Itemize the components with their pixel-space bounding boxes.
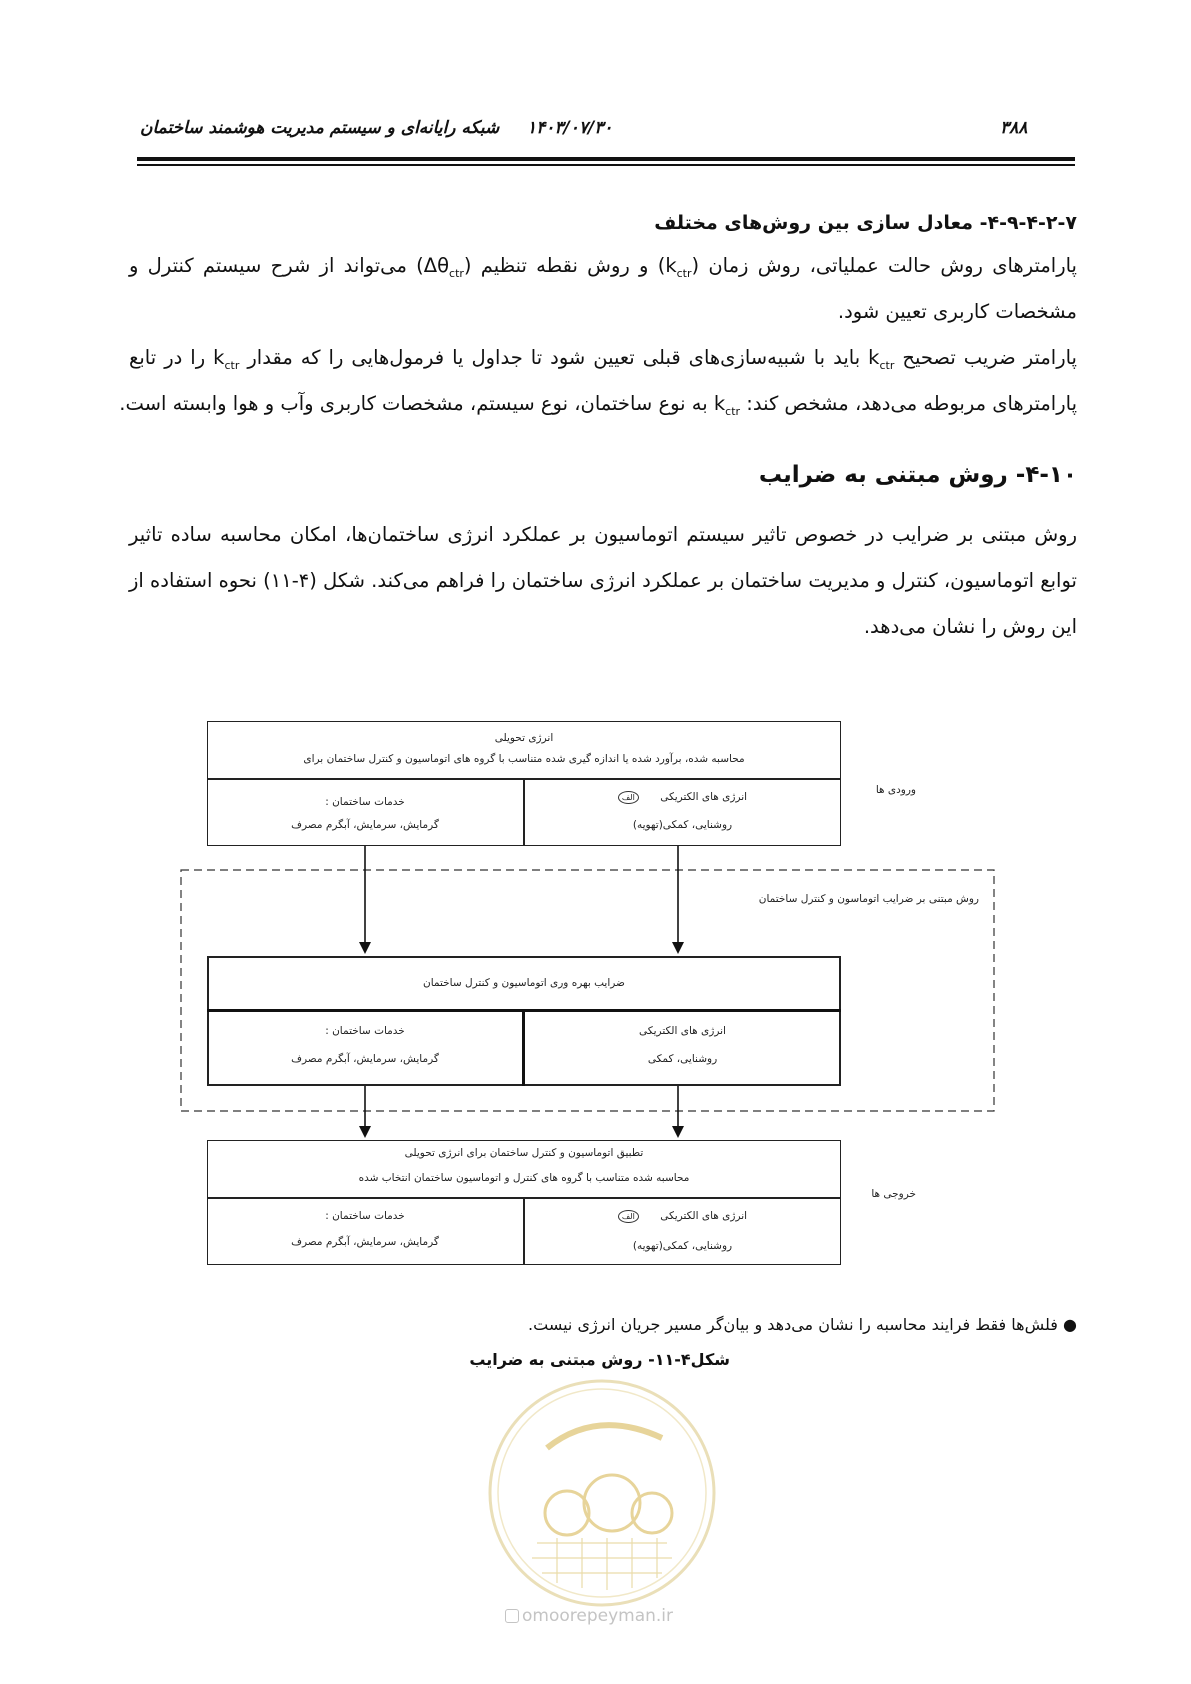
output-electric-title: انرژی های الکتریکی الف (524, 1210, 841, 1223)
badge-icon: الف (618, 791, 639, 804)
header-title: شبکه رایانه‌ای و سیستم مدیریت هوشمند ساختمان (140, 118, 500, 138)
output-title: تطبیق اتوماسیون و کنترل ساختمان برای انرژی تحویلی (404, 1147, 644, 1159)
paragraph-line: این روش را نشان می‌دهد. (863, 615, 1077, 638)
paragraph-line: توابع اتوماسیون، کنترل و مدیریت ساختمان بر عملکرد انرژی ساختمان را فراهم می‌کند. شکل (۴-۱۱) نحوه استفاده از (129, 569, 1077, 592)
bullet-icon: ● (1063, 1315, 1077, 1334)
watermark-logo-icon (487, 1378, 717, 1608)
coefficients-services-sub: گرمایش، سرمایش، آبگرم مصرف (291, 1053, 439, 1065)
header-rule-thick (137, 157, 1075, 161)
section-heading: ۴-۹-۴-۲-۷- معادل سازی بین روش‌های مختلف (654, 212, 1077, 234)
figure-note: ● فلش‌ها فقط فرایند محاسبه را نشان می‌دهد و بیان‌گر مسیر جریان انرژی نیست. (528, 1315, 1077, 1334)
outputs-label: خروجی ها (871, 1188, 916, 1200)
section2-paragraph (129, 512, 1077, 650)
output-services-title: خدمات ساختمان : (325, 1210, 405, 1222)
output-electric-sub: روشنایی، کمکی(تهویه) (632, 1240, 733, 1252)
badge-icon: الف (618, 1210, 639, 1223)
output-subtitle: محاسبه شده متناسب با گروه های کنترل و اتوماسیون ساختمان انتخاب شده (358, 1172, 690, 1184)
output-box (207, 1140, 841, 1265)
section1-paragraph (119, 243, 1077, 427)
inputs-label: ورودی ها (875, 784, 916, 796)
header-date: ۱۴۰۳/۰۷/۳۰ (527, 118, 613, 138)
header-rule-thin (137, 164, 1075, 166)
header-page-number: ۳۸۸ (1000, 118, 1028, 138)
watermark (487, 1378, 717, 1608)
paragraph-line: پارامتر ضریب تصحیح $k_{ctr}$ باید با شبیه‌سازی‌های قبلی تعیین شود تا جداول یا فرمول‌هایی را که مقدار $k_{ctr}$ را در تابع (129, 346, 1077, 372)
paragraph-line: پارامترهای روش حالت عملیاتی، روش زمان $(k_{ctr})$ و روش نقطه تنظیم $(\Delta\theta_{ctr})$ می‌تواند از شرح سیستم کنترل و (129, 254, 1077, 280)
input-services-sub: گرمایش، سرمایش، آبگرم مصرف (291, 819, 439, 831)
input-subtitle: محاسبه شده، برآورد شده یا اندازه گیری شده متناسب با گروه های اتوماسیون و کنترل ساختمان برای (303, 753, 745, 765)
instagram-icon (505, 1609, 519, 1623)
figure-caption: شکل۴-۱۱- روش مبتنی به ضرایب (469, 1350, 730, 1369)
coefficients-title: ضرایب بهره وری اتوماسیون و کنترل ساختمان (423, 977, 625, 989)
input-services-title: خدمات ساختمان : (325, 796, 405, 808)
coefficients-services-title: خدمات ساختمان : (325, 1025, 405, 1037)
method-label: روش مبتنی بر ضرایب اتوماسون و کنترل ساختمان (758, 893, 979, 905)
input-electric-sub: روشنایی، کمکی(تهویه) (632, 819, 733, 831)
paragraph-line: روش مبتنی بر ضرایب در خصوص تاثیر سیستم اتوماسیون بر عملکرد انرژی ساختمان‌ها، امکان محاسبه ساده تاثیر (129, 523, 1077, 546)
paragraph-line: پارامترهای مربوطه می‌دهد، مشخص کند: $k_{ctr}$ به نوع ساختمان، نوع سیستم، مشخصات کاربری وآب و هوا وابسته است. (119, 392, 1077, 418)
coefficients-box (207, 956, 841, 1086)
output-services-sub: گرمایش، سرمایش، آبگرم مصرف (291, 1236, 439, 1248)
coefficients-electric-sub: روشنایی، کمکی (647, 1053, 718, 1065)
watermark-url: omoorepeyman.ir (505, 1606, 673, 1626)
input-title: انرژی تحویلی (494, 732, 554, 744)
paragraph-line: مشخصات کاربری تعیین شود. (837, 300, 1077, 323)
input-electric-title: انرژی های الکتریکی الف (524, 791, 841, 804)
input-box (207, 721, 841, 846)
coefficients-electric-title: انرژی های الکتریکی (639, 1025, 726, 1037)
section-heading: ۴-۱۰- روش مبتنی به ضرایب (758, 462, 1077, 488)
